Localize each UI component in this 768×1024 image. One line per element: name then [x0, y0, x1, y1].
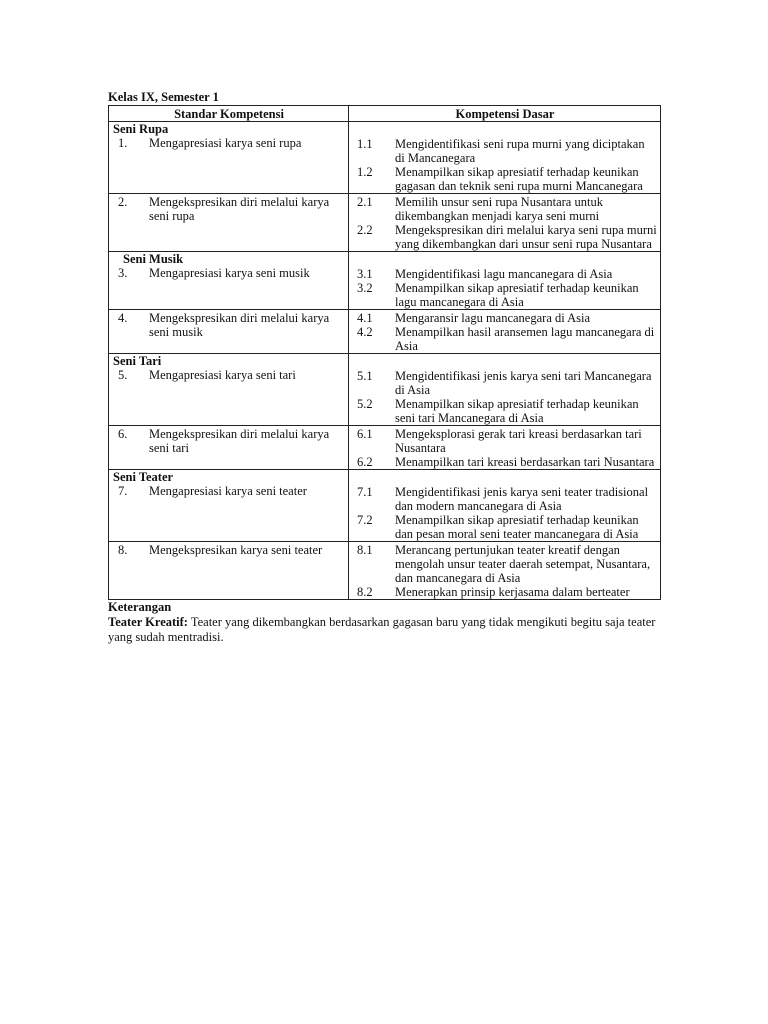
table-row: [109, 194, 661, 252]
note-term: Teater Kreatif:: [108, 615, 188, 629]
standar-kompetensi-cell: [109, 354, 349, 426]
competency-table: [108, 105, 661, 600]
kd-item: [353, 543, 657, 585]
kd-text: Menampilkan sikap apresiatif terhadap keunikan lagu mancanegara di Asia: [395, 281, 639, 309]
kd-number: 5.1: [357, 369, 373, 383]
sk-number: 7.: [118, 484, 128, 498]
sk-item: [113, 427, 345, 455]
kd-number: 7.2: [357, 513, 373, 527]
kompetensi-dasar-cell: [349, 542, 661, 600]
kd-item: [353, 223, 657, 251]
kd-number: 1.2: [357, 165, 373, 179]
sk-text: Mengekspresikan karya seni teater: [149, 543, 323, 557]
kd-item: [353, 311, 657, 325]
sk-item: [113, 311, 345, 339]
kd-text: Mengidentifikasi jenis karya seni tari Mancanegara di Asia: [395, 369, 652, 397]
kd-text: Menampilkan sikap apresiatif terhadap keunikan gagasan dan teknik seni rupa murni Mancanegara: [395, 165, 643, 193]
standar-kompetensi-cell: [109, 542, 349, 600]
table-row: [109, 354, 661, 426]
note-text: [108, 615, 662, 645]
kd-item: [353, 455, 657, 469]
kd-number: 8.2: [357, 585, 373, 599]
table-row: [109, 310, 661, 354]
kd-text: Merancang pertunjukan teater kreatif dengan mengolah unsur teater daerah setempat, Nusantara, dan mancanegara di Asia: [395, 543, 651, 585]
standar-kompetensi-cell: [109, 310, 349, 354]
sk-text: Mengekspresikan diri melalui karya seni tari: [149, 427, 330, 455]
header-kompetensi-dasar: Kompetensi Dasar: [349, 106, 661, 122]
standar-kompetensi-cell: [109, 252, 349, 310]
sk-item: [113, 136, 345, 150]
header-standar-kompetensi: Standar Kompetensi: [109, 106, 349, 122]
table-row: [109, 122, 661, 194]
kd-item: [353, 195, 657, 223]
kd-text: Menampilkan sikap apresiatif terhadap keunikan dan pesan moral seni teater mancanegara di Asia: [395, 513, 639, 541]
sk-number: 8.: [118, 543, 128, 557]
sk-text: Mengekspresikan diri melalui karya seni musik: [149, 311, 330, 339]
kd-item: [353, 267, 657, 281]
kd-item: [353, 325, 657, 353]
kompetensi-dasar-cell: [349, 252, 661, 310]
kd-text: Menampilkan sikap apresiatif terhadap keunikan seni tari Mancanegara di Asia: [395, 397, 639, 425]
sk-text: Mengapresiasi karya seni musik: [149, 266, 310, 280]
sk-text: Mengekspresikan diri melalui karya seni rupa: [149, 195, 330, 223]
page-title: Kelas IX, Semester 1: [108, 90, 219, 104]
kompetensi-dasar-cell: [349, 122, 661, 194]
kd-number: 1.1: [357, 137, 373, 151]
kd-text: Mengidentifikasi seni rupa murni yang diciptakan di Mancanegara: [395, 137, 645, 165]
kd-number: 4.1: [357, 311, 373, 325]
table-row: [109, 470, 661, 542]
kompetensi-dasar-cell: [349, 470, 661, 542]
kd-item: [353, 165, 657, 193]
kompetensi-dasar-cell: [349, 426, 661, 470]
kd-item: [353, 513, 657, 541]
note-title: Keterangan: [108, 600, 172, 614]
kd-number: 3.1: [357, 267, 373, 281]
sk-item: [113, 195, 345, 223]
kd-number: 7.1: [357, 485, 373, 499]
section-title: Seni Tari: [113, 354, 162, 368]
section-title: Seni Teater: [113, 470, 174, 484]
sk-number: 3.: [118, 266, 128, 280]
kd-number: 3.2: [357, 281, 373, 295]
table-row: [109, 542, 661, 600]
kd-number: 6.2: [357, 455, 373, 469]
sk-number: 1.: [118, 136, 128, 150]
table-row: [109, 426, 661, 470]
kd-number: 5.2: [357, 397, 373, 411]
sk-text: Mengapresiasi karya seni tari: [149, 368, 296, 382]
sk-number: 2.: [118, 195, 128, 209]
sk-item: [113, 368, 345, 382]
kd-text: Mengaransir lagu mancanegara di Asia: [395, 311, 591, 325]
kd-text: Mengeksplorasi gerak tari kreasi berdasarkan tari Nusantara: [395, 427, 642, 455]
sk-number: 4.: [118, 311, 128, 325]
table-header-row: [109, 106, 661, 122]
kd-number: 6.1: [357, 427, 373, 441]
kd-number: 2.2: [357, 223, 373, 237]
kd-number: 8.1: [357, 543, 373, 557]
sk-number: 6.: [118, 427, 128, 441]
kd-number: 2.1: [357, 195, 373, 209]
kd-item: [353, 397, 657, 425]
kd-text: Memilih unsur seni rupa Nusantara untuk dikembangkan menjadi karya seni murni: [395, 195, 603, 223]
kd-text: Mengidentifikasi jenis karya seni teater tradisional dan modern mancanegara di Asia: [395, 485, 649, 513]
kd-text: Mengidentifikasi lagu mancanegara di Asia: [395, 267, 613, 281]
kd-number: 4.2: [357, 325, 373, 339]
kompetensi-dasar-cell: [349, 310, 661, 354]
kompetensi-dasar-cell: [349, 354, 661, 426]
table-row: [109, 252, 661, 310]
section-title: Seni Rupa: [113, 122, 169, 136]
standar-kompetensi-cell: [109, 426, 349, 470]
sk-text: Mengapresiasi karya seni teater: [149, 484, 307, 498]
standar-kompetensi-cell: [109, 470, 349, 542]
standar-kompetensi-cell: [109, 122, 349, 194]
kd-item: [353, 369, 657, 397]
sk-text: Mengapresiasi karya seni rupa: [149, 136, 302, 150]
sk-item: [113, 266, 345, 280]
sk-item: [113, 484, 345, 498]
kd-item: [353, 137, 657, 165]
kd-text: Menampilkan hasil aransemen lagu mancanegara di Asia: [395, 325, 655, 353]
sk-item: [113, 543, 345, 557]
kd-text: Mengekspresikan diri melalui karya seni rupa murni yang dikembangkan dari unsur seni rupa Nusantara: [395, 223, 657, 251]
document: [108, 90, 662, 645]
kd-text: Menerapkan prinsip kerjasama dalam berteater: [395, 585, 630, 599]
kompetensi-dasar-cell: [349, 194, 661, 252]
kd-item: [353, 585, 657, 599]
note-body: Teater yang dikembangkan berdasarkan gagasan baru yang tidak mengikuti begitu saja teater yang sudah mentradisi.: [108, 615, 656, 644]
section-title: Seni Musik: [123, 252, 184, 266]
kd-item: [353, 427, 657, 455]
kd-item: [353, 485, 657, 513]
sk-number: 5.: [118, 368, 128, 382]
kd-item: [353, 281, 657, 309]
kd-text: Menampilkan tari kreasi berdasarkan tari Nusantara: [395, 455, 655, 469]
table-body: [109, 122, 661, 600]
standar-kompetensi-cell: [109, 194, 349, 252]
